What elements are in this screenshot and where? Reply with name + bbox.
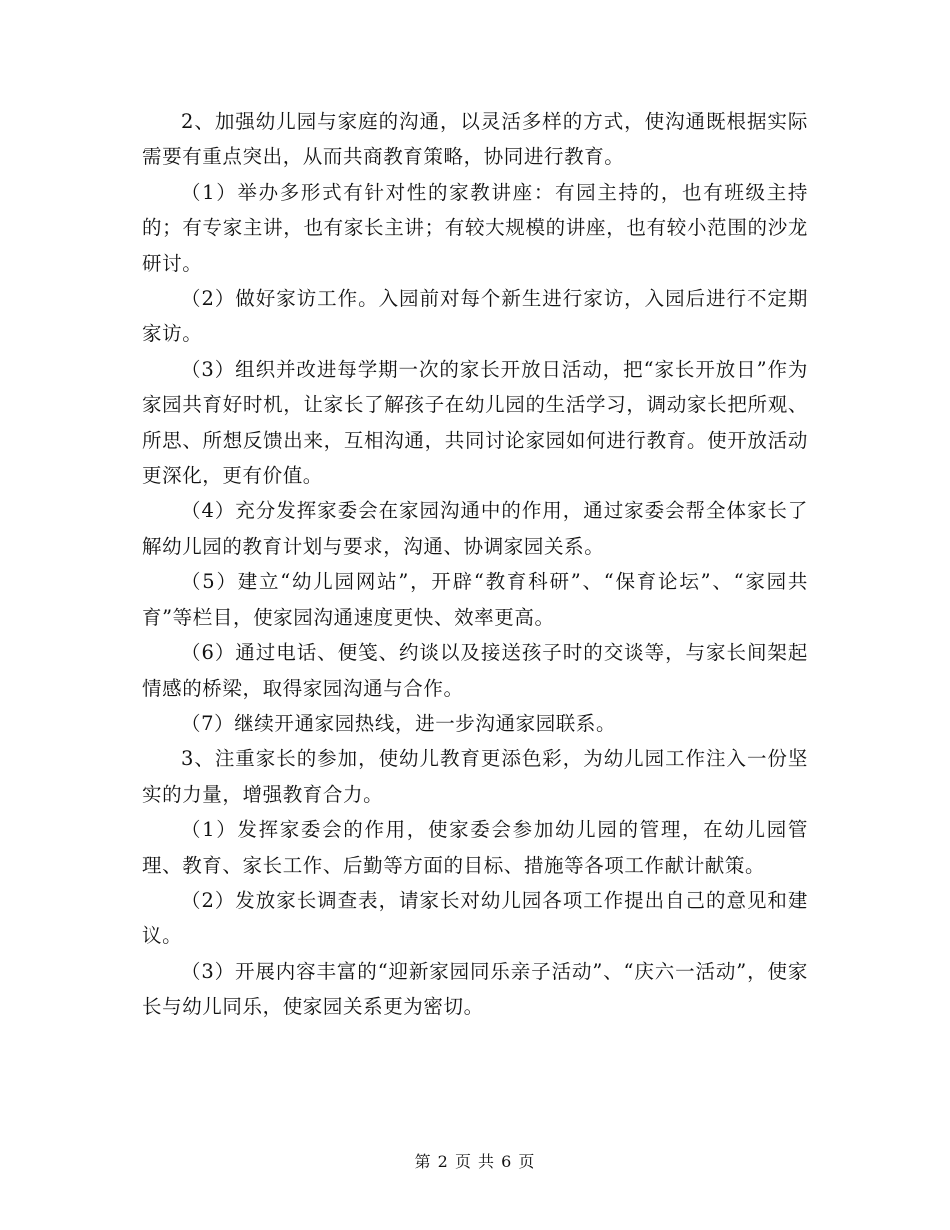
paragraph-item-1: （1）举办多形式有针对性的家教讲座：有园主持的，也有班级主持的；有专家主讲，也有家长主讲；有较大规模的讲座，也有较小范围的沙龙研讨。 (142, 180, 808, 275)
paragraph-item-3-b: （3）开展内容丰富的“迎新家园同乐亲子活动”、“庆六一活动”，使家长与幼儿同乐，使家园关系更为密切。 (142, 959, 808, 1019)
paragraph-section-2: 2、加强幼儿园与家庭的沟通，以灵活多样的方式，使沟通既根据实际需要有重点突出，从而共商教育策略，协同进行教育。 (142, 110, 808, 169)
paragraph-item-2: （2）做好家访工作。入园前对每个新生进行家访，入园后进行不定期家访。 (142, 287, 808, 346)
paragraph-item-5: （5）建立“幼儿园网站”，开辟“教育科研”、“保育论坛”、“家园共育”等栏目，使家园沟通速度更快、效率更高。 (142, 570, 808, 629)
page-number-footer: 第 2 页 共 6 页 (414, 1152, 536, 1171)
paragraph-item-2-b: （2）发放家长调查表，请家长对幼儿园各项工作提出自己的意见和建议。 (142, 888, 808, 948)
paragraph-item-6: （6）通过电话、便笺、约谈以及接送孩子时的交谈等，与家长间架起情感的桥梁，取得家园沟通与合作。 (142, 641, 808, 700)
paragraph-item-3: （3）组织并改进每学期一次的家长开放日活动，把“家长开放日”作为家园共育好时机，让家长了解孩子在幼儿园的生活学习，调动家长把所观、所思、所想反馈出来，互相沟通，共同讨论家园如何进行教育。使开放活动更深化，更有价值。 (142, 357, 808, 488)
paragraph-item-4: （4）充分发挥家委会在家园沟通中的作用，通过家委会帮全体家长了解幼儿园的教育计划与要求，沟通、协调家园关系。 (142, 499, 808, 558)
document-body (142, 104, 808, 1025)
paragraph-item-7: （7）继续开通家园热线，进一步沟通家园联系。 (181, 711, 617, 735)
paragraph-item-1-b: （1）发挥家委会的作用，使家委会参加幼儿园的管理，在幼儿园管理、教育、家长工作、后勤等方面的目标、措施等各项工作献计献策。 (142, 818, 808, 877)
paragraph-section-3: 3、注重家长的参加，使幼儿教育更添色彩，为幼儿园工作注入一份坚实的力量，增强教育合力。 (142, 747, 808, 806)
